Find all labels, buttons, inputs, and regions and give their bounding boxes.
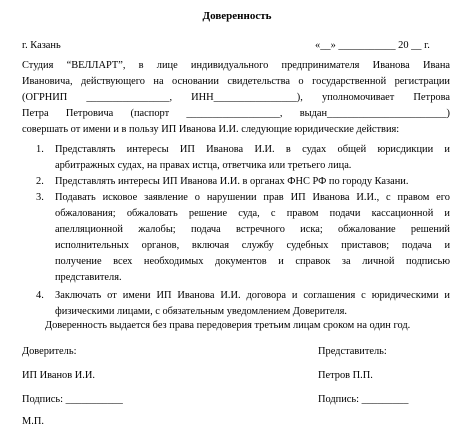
item-4-line-2: физическими лицами, с обязательным уведомлением Доверителя. [55, 306, 347, 317]
item-1-line-1: Представлять интересы ИП Иванова И.И. в судах общей юрисдикции и [55, 144, 450, 155]
stamp-place: М.П. [22, 416, 44, 427]
item-3-line-3: апелляционной жалобы; подача встречного иска; обжалование решений [55, 224, 450, 235]
item-3-line-1: Подавать исковое заявление о нарушении прав ИП Иванова И.И., с правом его [55, 192, 450, 203]
principal-label: Доверитель: [22, 346, 77, 357]
item-1-line-2: арбитражных судах, на правах истца, ответчика или третьего лица. [55, 160, 352, 171]
representative-signature-line: Подпись: _________ [318, 394, 409, 405]
item-3-line-6: представителя. [55, 272, 122, 283]
item-3-number: 3. [36, 192, 44, 203]
intro-line-1: Студия “ВЕЛЛАРТ”, в лице индивидуального предпринимателя Иванова Ивана [22, 60, 450, 71]
item-2-number: 2. [36, 176, 44, 187]
validity-text: Доверенность выдается без права передоверия третьим лицам сроком на один год. [45, 320, 411, 331]
intro-line-3: (ОГРНИП ________________, ИНН________________), уполномочивает Петрова [22, 92, 450, 103]
item-1-number: 1. [36, 144, 44, 155]
representative-label: Представитель: [318, 346, 387, 357]
document-title: Доверенность [202, 10, 272, 22]
item-3-line-4: исполнительных органов, включая службу судебных приставов; подача и [55, 240, 450, 251]
place-text: г. Казань [22, 40, 61, 51]
principal-signature-line: Подпись: ___________ [22, 394, 123, 405]
principal-name: ИП Иванов И.И. [22, 370, 95, 381]
item-2-line-1: Представлять интересы ИП Иванова И.И. в органах ФНС РФ по городу Казани. [55, 176, 409, 187]
intro-line-5: совершать от имени и в пользу ИП Иванова И.И. следующие юридические действия: [22, 124, 400, 135]
item-4-line-1: Заключать от имени ИП Иванова И.И. договора и соглашения с юридическими и [55, 290, 450, 301]
item-4-number: 4. [36, 290, 44, 301]
representative-name: Петров П.П. [318, 370, 373, 381]
item-3-line-5: получение всех необходимых документов и справок за личной подписью [55, 256, 450, 267]
item-3-line-2: обжалования; обжаловать решение суда, с правом подачи кассационной и [55, 208, 450, 219]
intro-line-4: Петра Петровича (паспорт __________________, выдан_______________________) [22, 108, 450, 119]
intro-line-2: Ивановича, действующего на основании свидетельства о государственной регистрации [22, 76, 450, 87]
date-text: «__» ___________ 20 __ г. [315, 40, 430, 51]
